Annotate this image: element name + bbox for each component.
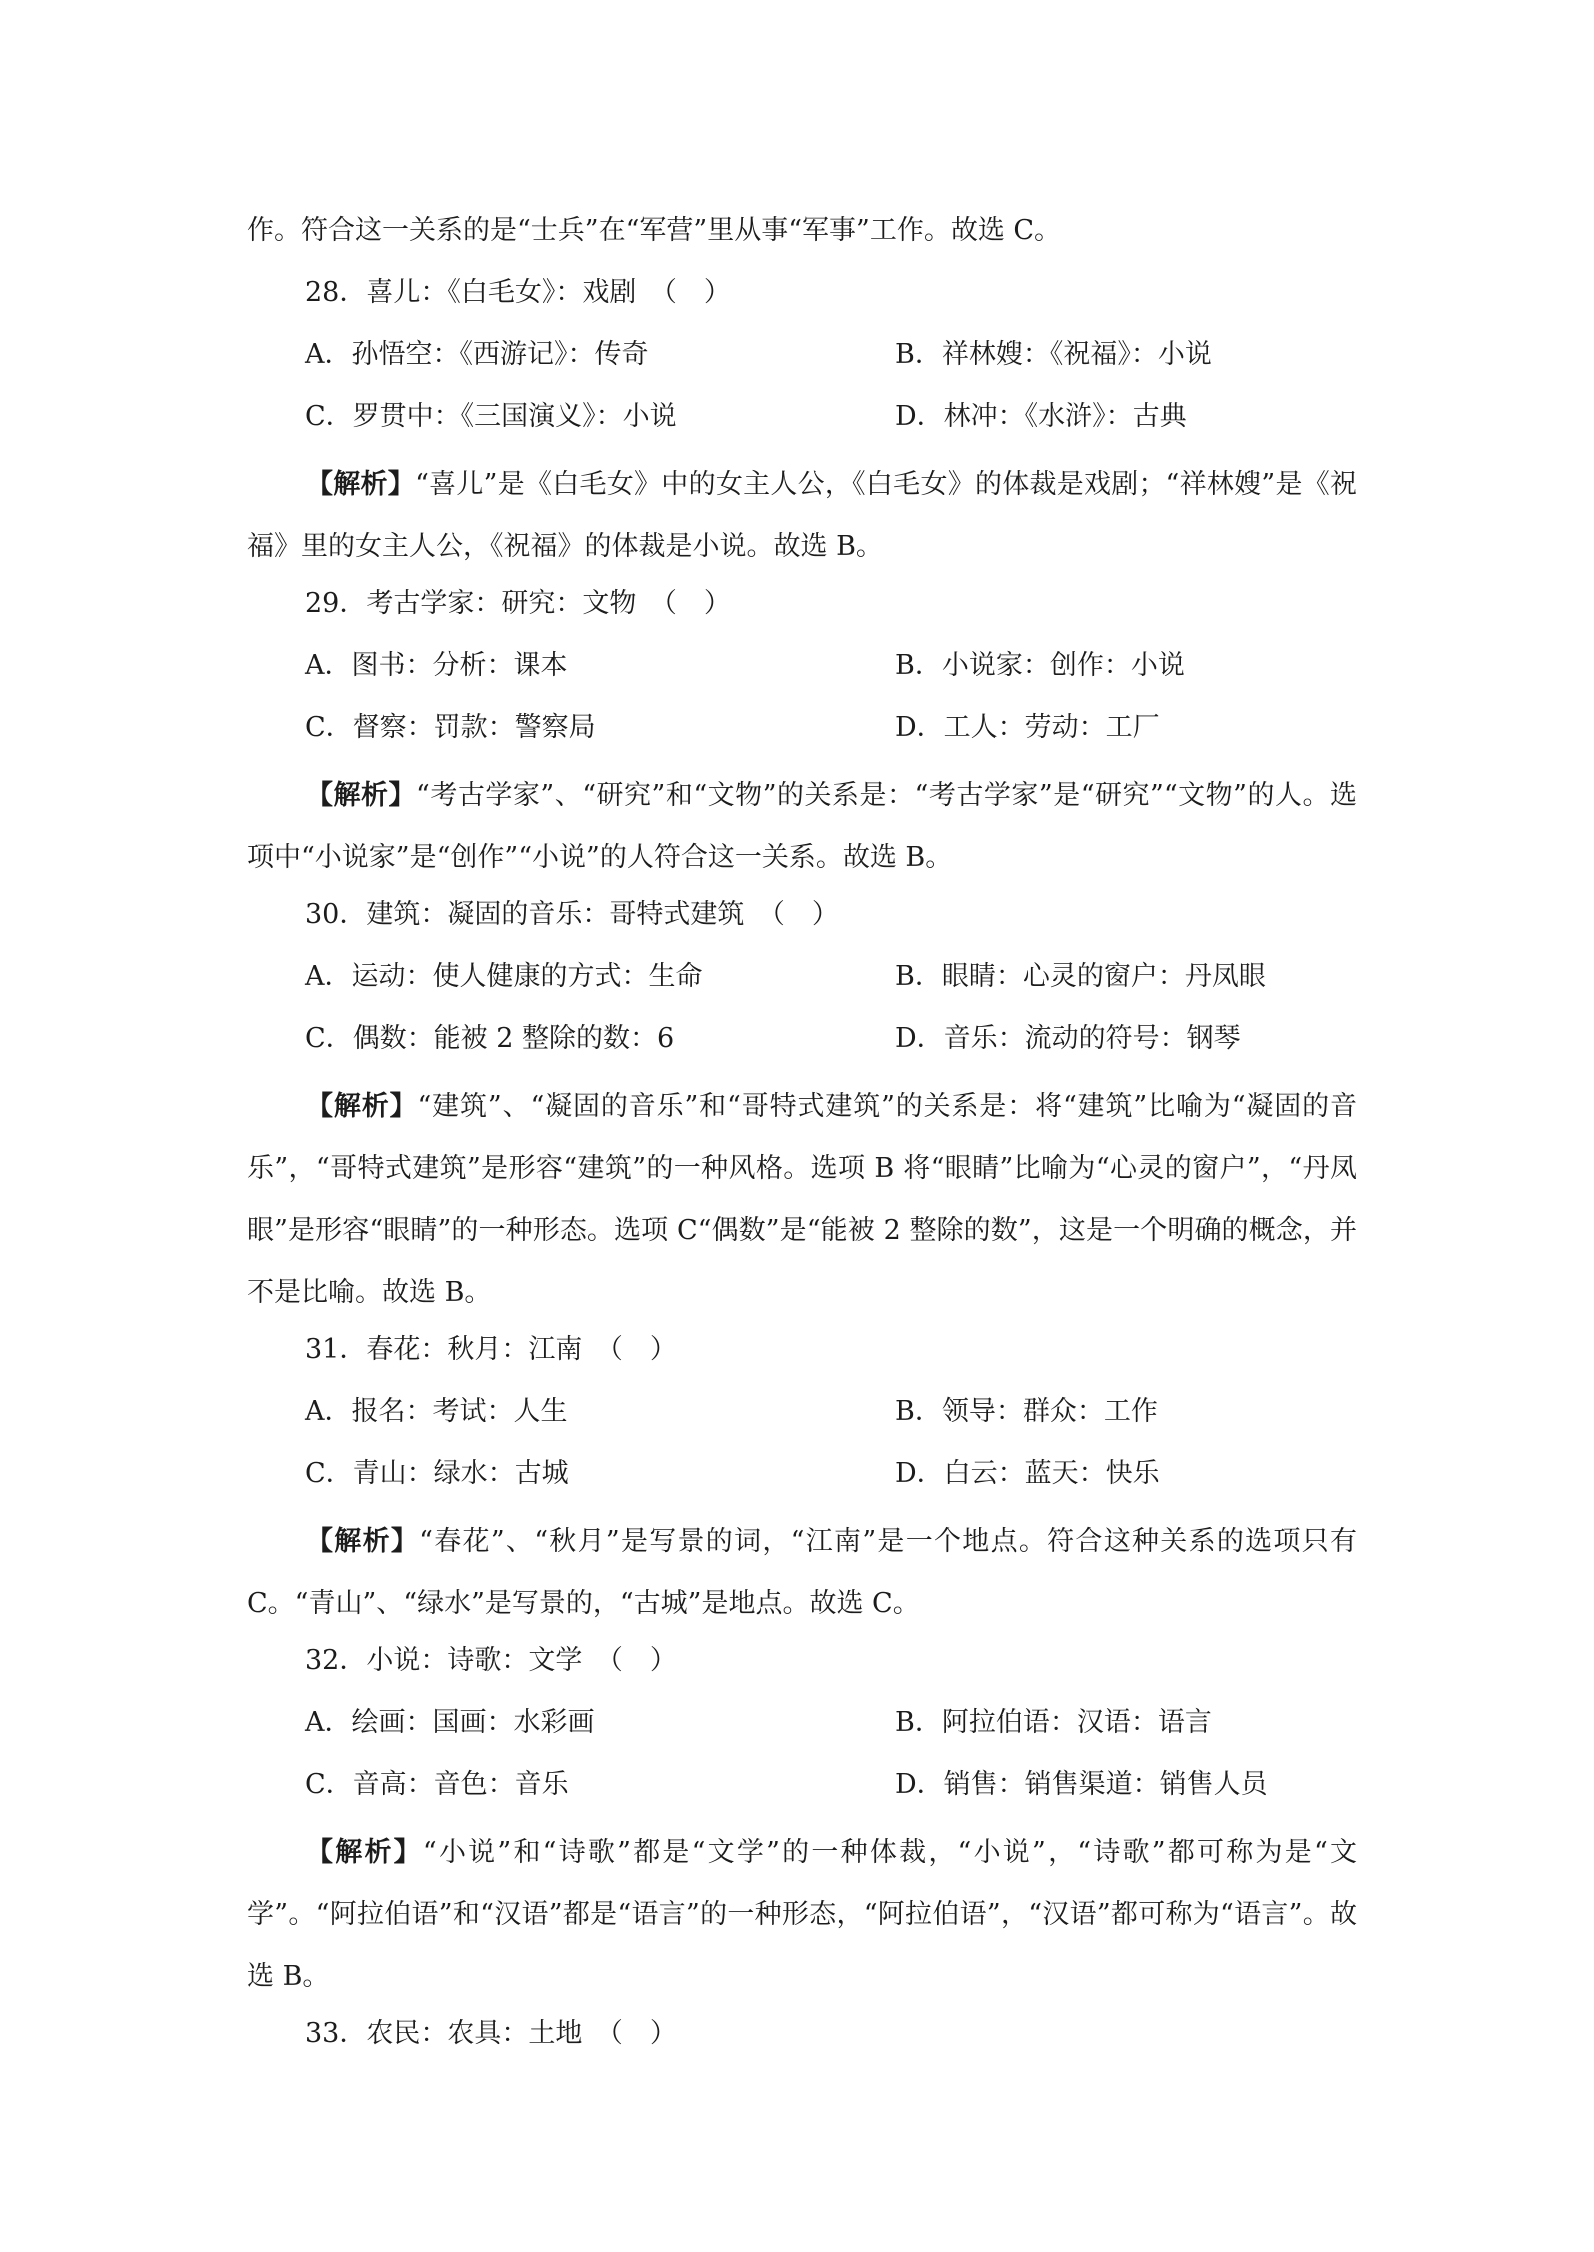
option-d: D．林冲：《水浒》：古典 <box>895 401 1187 432</box>
option-b: B．阿拉伯语：汉语：语言 <box>895 1707 1212 1738</box>
question-stem: 33．农民：农具：土地 （ ） <box>305 2018 677 2049</box>
option-c: C．音高：音色：音乐 <box>305 1769 569 1800</box>
option-a: A．报名：考试：人生 <box>305 1396 568 1427</box>
analysis-text: “喜儿”是《白毛女》中的女主人公，《白毛女》的体裁是戏剧；“祥林嫂”是《祝福》里的女主人公，《祝福》的体裁是小说。故选 B。 <box>247 469 1358 562</box>
analysis-tag: 【解析】 <box>306 1526 420 1557</box>
option-c: C．偶数：能被 2 整除的数：6 <box>305 1023 675 1054</box>
carryover-line: 作。符合这一关系的是“士兵”在“军营”里从事“军事”工作。故选 C。 <box>247 215 1062 246</box>
option-c: C．罗贯中：《三国演义》：小说 <box>305 401 677 432</box>
analysis-tag: 【解析】 <box>306 780 417 811</box>
analysis-tag: 【解析】 <box>306 469 416 500</box>
question-stem: 32．小说：诗歌：文学 （ ） <box>305 1645 677 1676</box>
analysis-tag: 【解析】 <box>306 1837 423 1868</box>
analysis-text: “建筑”、“凝固的音乐”和“哥特式建筑”的关系是：将“建筑”比喻为“凝固的音乐”，“哥特式建筑”是形容“建筑”的一种风格。选项 B 将“眼睛”比喻为“心灵的窗户”，“丹凤眼”是形容“眼睛”的一种形态。选项 C“偶数”是“能被 2 整除的数”，这是一个明确的概念，并不是比喻。故选 B。 <box>247 1091 1358 1308</box>
analysis-paragraph <box>247 1822 1357 2008</box>
option-d: D．工人：劳动：工厂 <box>895 712 1160 743</box>
analysis-text: “小说”和“诗歌”都是“文学”的一种体裁，“小说”，“诗歌”都可称为是“文学”。“阿拉伯语”和“汉语”都是“语言”的一种形态，“阿拉伯语”，“汉语”都可称为“语言”。故选 B。 <box>247 1837 1357 1992</box>
analysis-text: “考古学家”、“研究”和“文物”的关系是：“考古学家”是“研究”“文物”的人。选项中“小说家”是“创作”“小说”的人符合这一关系。故选 B。 <box>247 780 1358 873</box>
question-stem: 28．喜儿：《白毛女》：戏剧 （ ） <box>305 277 731 308</box>
option-b: B．小说家：创作：小说 <box>895 650 1185 681</box>
question-stem: 30．建筑：凝固的音乐：哥特式建筑 （ ） <box>305 899 839 930</box>
option-c: C．青山：绿水：古城 <box>305 1458 569 1489</box>
analysis-paragraph <box>247 1511 1357 1635</box>
question-stem: 29．考古学家：研究：文物 （ ） <box>305 588 731 619</box>
option-d: D．音乐：流动的符号：钢琴 <box>895 1023 1241 1054</box>
option-a: A．孙悟空：《西游记》：传奇 <box>305 339 649 370</box>
analysis-tag: 【解析】 <box>306 1091 418 1122</box>
option-d: D．白云：蓝天：快乐 <box>895 1458 1160 1489</box>
option-b: B．眼睛：心灵的窗户：丹凤眼 <box>895 961 1266 992</box>
question-stem: 31．春花：秋月：江南 （ ） <box>305 1334 677 1365</box>
option-d: D．销售：销售渠道：销售人员 <box>895 1769 1268 1800</box>
option-b: B．祥林嫂：《祝福》：小说 <box>895 339 1212 370</box>
analysis-paragraph <box>247 765 1357 889</box>
analysis-text: “春花”、“秋月”是写景的词，“江南”是一个地点。符合这种关系的选项只有 C。“青山”、“绿水”是写景的，“古城”是地点。故选 C。 <box>247 1526 1358 1619</box>
analysis-paragraph <box>247 1076 1357 1324</box>
option-a: A．图书：分析：课本 <box>305 650 568 681</box>
option-a: A．运动：使人健康的方式：生命 <box>305 961 703 992</box>
option-b: B．领导：群众：工作 <box>895 1396 1158 1427</box>
analysis-paragraph <box>247 454 1357 578</box>
option-c: C．督察：罚款：警察局 <box>305 712 596 743</box>
option-a: A．绘画：国画：水彩画 <box>305 1707 595 1738</box>
